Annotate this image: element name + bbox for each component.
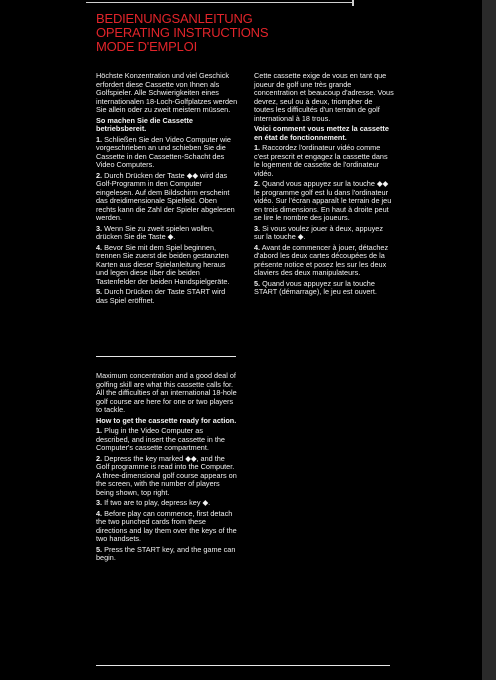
german-column [96,72,238,307]
step-number: 5. [96,287,103,296]
step-text: Quand vous appuyez sur la touche ◆◆ le programme golf est lu dans l'ordinateur vidéo. Sur l'écran apparaît le terrain de jeu en trois dimensions. En haut à droite peut se lire le nombre des joueurs. [254,179,392,222]
title-french: MODE D'EMPLOI [96,39,198,54]
step-number: 1. [254,143,261,152]
step-number: 3. [254,223,261,233]
french-intro: Cette cassette exige de vous en tant que joueur de golf une très grande concentration et beaucoup d'adresse. Vous devrez, seul ou à deux, triompher de toutes les difficultés d'un terrain de golf international à 18 trous. [254,71,394,123]
german-step [96,288,238,305]
english-column [96,372,238,565]
step-number: 5. [96,544,103,554]
english-step [96,499,238,508]
step-text: Wenn Sie zu zweit spielen wollen, drücken Sie die Taste ◆. [96,223,214,241]
step-number: 5. [254,278,261,288]
step-text: Plug in the Video Computer as described, and insert the cassette in the Computer's cassette compartment. [96,426,225,452]
french-heading: Voici comment vous mettez la cassette en état de fonctionnement. [254,124,389,142]
step-text: Raccordez l'ordinateur vidéo comme c'est prescrit et engagez la cassette dans le logement de cassette de l'ordinateur vidéo. [254,143,388,178]
english-step [96,455,238,498]
french-column [254,72,394,299]
bottom-rule [96,665,390,666]
step-number: 4. [254,242,261,252]
step-text: Durch Drücken der Taste START wird das Spiel eröffnet. [96,287,226,305]
step-text: Durch Drücken der Taste ◆◆ wird das Golf-Programm in den Computer eingelesen. Auf dem Bildschirm erscheint das dreidimensionale Spielfeld. Oben rechts kann die Zahl der Spieler abgelesen werden. [96,170,235,222]
step-number: 1. [96,134,103,144]
french-step [254,144,394,178]
section-divider [96,356,236,357]
step-text: Schließen Sie den Video Computer wie vorgeschrieben an und schieben Sie die Cassette in den Cassetten-Schacht des Video Computers. [96,134,231,169]
step-number: 4. [96,508,103,518]
french-step [254,280,394,297]
german-step [96,136,238,170]
right-edge-stripe [482,0,496,680]
step-text: Before play can commence, first detach the two punched cards from these directions and lay them over the keys of the two handsets. [96,508,237,543]
step-text: Quand vous appuyez sur la touche START (démarrage), le jeu est ouvert. [254,278,377,296]
english-step [96,427,238,453]
german-step [96,172,238,223]
step-number: 1. [96,426,103,435]
german-step [96,225,238,242]
german-intro: Höchste Konzentration und viel Geschick erfordert diese Cassette von Ihnen als Golfspieler. Alle Schwierigkeiten eines internationalen 18-Loch-Golfplatzes werden Sie allein oder zu zweit meistern müssen. [96,71,238,114]
french-step [254,225,394,242]
step-number: 3. [96,498,103,507]
step-number: 2. [96,453,103,463]
german-step [96,244,238,287]
english-step [96,510,238,544]
english-step [96,546,238,563]
step-text: Avant de commencer à jouer, détachez d'abord les deux cartes découpées de la présente notice et posez les sur les deux claviers des deux manipulateurs. [254,242,389,277]
step-text: Depress the key marked ◆◆, and the Golf programme is read into the Computer. A three-dimensional golf course appears on the screen, with the number of players being shown, top right. [96,453,237,497]
step-text: Bevor Sie mit dem Spiel beginnen, trennen Sie zuerst die beiden gestanzten Karten aus dieser Spielanleitung heraus und legen diese über die beiden Tastenfelder der beiden Handspielgeräte. [96,242,230,286]
french-step [254,244,394,278]
english-heading: How to get the cassette ready for action. [96,415,237,425]
step-number: 4. [96,242,103,252]
step-number: 3. [96,223,103,233]
step-text: Press the START key, and the game can begin. [96,544,236,562]
title-block [96,12,268,54]
german-heading: So machen Sie die Cassette betriebsbereit. [96,115,193,133]
english-intro: Maximum concentration and a good deal of golfing skill are what this cassette calls for. All the difficulties of an international 18-hole golf course are here for one or two players to tackle. [96,371,237,414]
title-german: BEDIENUNGSANLEITUNG [96,11,253,26]
step-text: Si vous voulez jouer à deux, appuyez sur la touche ◆. [254,223,384,241]
step-number: 2. [96,170,103,180]
french-step [254,180,394,223]
top-rule [86,2,354,3]
title-english: OPERATING INSTRUCTIONS [96,25,269,40]
step-number: 2. [254,179,261,188]
corner-mark [352,0,354,6]
step-text: If two are to play, depress key ◆. [104,498,211,507]
